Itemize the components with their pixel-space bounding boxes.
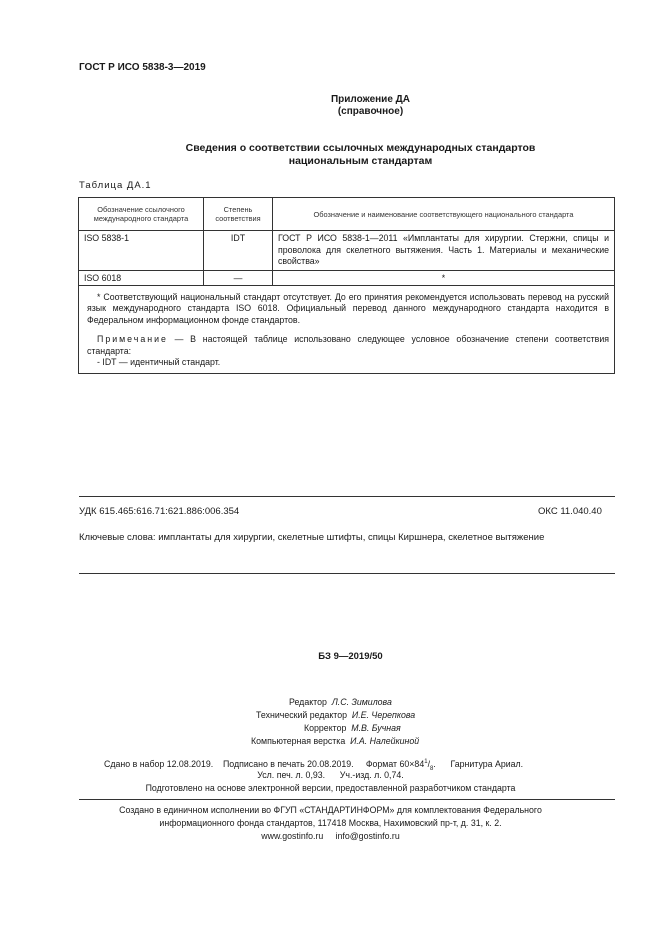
tech-editor-line xyxy=(256,709,415,722)
submitted-date: Сдано в набор 12.08.2019. xyxy=(104,758,214,769)
layout-label: Компьютерная верстка xyxy=(251,736,346,746)
layout-line xyxy=(251,735,419,748)
corrector-line xyxy=(304,722,401,735)
table-caption: Таблица ДА.1 xyxy=(79,180,152,191)
divider-bottom xyxy=(79,799,615,800)
cell-reference: ISO 5838-1 xyxy=(79,231,204,271)
annex-heading-line1: Сведения о соответствии ссылочных международных стандартов xyxy=(185,142,536,154)
table-row xyxy=(79,270,615,285)
contacts-line xyxy=(0,830,661,843)
tech-editor-label: Технический редактор xyxy=(256,710,348,720)
standard-code: ГОСТ Р ИСО 5838-3—2019 xyxy=(79,62,206,73)
table-header-row xyxy=(79,198,615,231)
bz-number: БЗ 9—2019/50 xyxy=(318,651,383,662)
divider-top xyxy=(79,496,615,497)
header-national-standard: Обозначение и наименование соответствующего национального стандарта xyxy=(273,198,615,231)
annex-title: Приложение ДА xyxy=(330,94,411,105)
cell-reference: ISO 6018 xyxy=(79,270,204,285)
tech-editor-name: И.Е. Черепкова xyxy=(351,710,416,720)
publishing-sheets: Уч.-изд. л. 0,74. xyxy=(339,770,404,780)
cell-degree: IDT xyxy=(204,231,273,271)
corrector-label: Корректор xyxy=(304,723,347,733)
correspondence-table xyxy=(78,197,615,374)
created-line1: Создано в единичном исполнении во ФГУП «СТАНДАРТИНФОРМ» для комплектования Федерального xyxy=(119,805,542,815)
keywords: Ключевые слова: имплантаты для хирургии, скелетные штифты, спицы Киршнера, скелетное вытяжение xyxy=(79,532,545,543)
email-link[interactable]: info@gostinfo.ru xyxy=(335,831,400,841)
layout-name: И.А. Налейкиной xyxy=(350,736,420,746)
editor-line xyxy=(289,696,392,709)
annex-heading-line2: национальным стандартам xyxy=(288,155,433,167)
oks-code: ОКС 11.040.40 xyxy=(538,506,602,517)
format-sup: 1 xyxy=(424,759,428,765)
created-line2: информационного фонда стандартов, 117418 Москва, Нахимовский пр-т, д. 31, к. 2. xyxy=(159,818,502,828)
table-footnote: * Соответствующий национальный стандарт отсутствует. До его принятия рекомендуется использовать перевод на русский язык международного стандарта ISO 6018. Официальный перевод данного международного стандарта находится в Федеральном информационном фонде стандартов. xyxy=(87,291,609,325)
note-text: — В настоящей таблице использовано следующее условное обозначение степени соответствия стандарта: xyxy=(87,334,609,356)
format-text: Формат 60×84 xyxy=(365,758,425,769)
divider-keywords xyxy=(79,573,615,574)
header-reference-standard: Обозначение ссылочного международного стандарта xyxy=(79,198,204,231)
annex-subtitle: (справочное) xyxy=(337,106,404,117)
table-notes-row xyxy=(79,285,615,373)
cell-degree: — xyxy=(204,270,273,285)
cell-national: * xyxy=(273,270,615,285)
header-degree: Степень соответствия xyxy=(204,198,273,231)
table-row xyxy=(79,231,615,271)
cell-national: ГОСТ Р ИСО 5838-1—2011 «Имплантаты для хирургии. Стержни, спицы и проволока для скелетного вытяжения. Часть 1. Материалы и механические свойства» xyxy=(273,231,615,271)
font-name: Гарнитура Ариал. xyxy=(450,758,524,769)
table-note xyxy=(87,334,609,357)
printed-sheets: Усл. печ. л. 0,93. xyxy=(257,770,326,780)
udk-code: УДК 615.465:616.71:621.886:006.354 xyxy=(79,506,240,517)
note-item: - IDT — идентичный стандарт. xyxy=(97,357,221,367)
signed-date: Подписано в печать 20.08.2019. xyxy=(222,758,354,769)
prepared-note: Подготовлено на основе электронной версии, предоставленной разработчиком стандарта xyxy=(145,783,516,793)
editor-label: Редактор xyxy=(289,697,327,707)
website-link[interactable]: www.gostinfo.ru xyxy=(261,831,324,841)
editor-name: Л.С. Зимилова xyxy=(331,697,392,707)
corrector-name: М.В. Бучная xyxy=(351,723,401,733)
print-details-line2 xyxy=(0,769,661,782)
format-sub: 8 xyxy=(430,765,434,772)
note-label: Примечание xyxy=(97,334,168,344)
format: Формат $60\times 84^1/_8$. xyxy=(365,758,436,772)
